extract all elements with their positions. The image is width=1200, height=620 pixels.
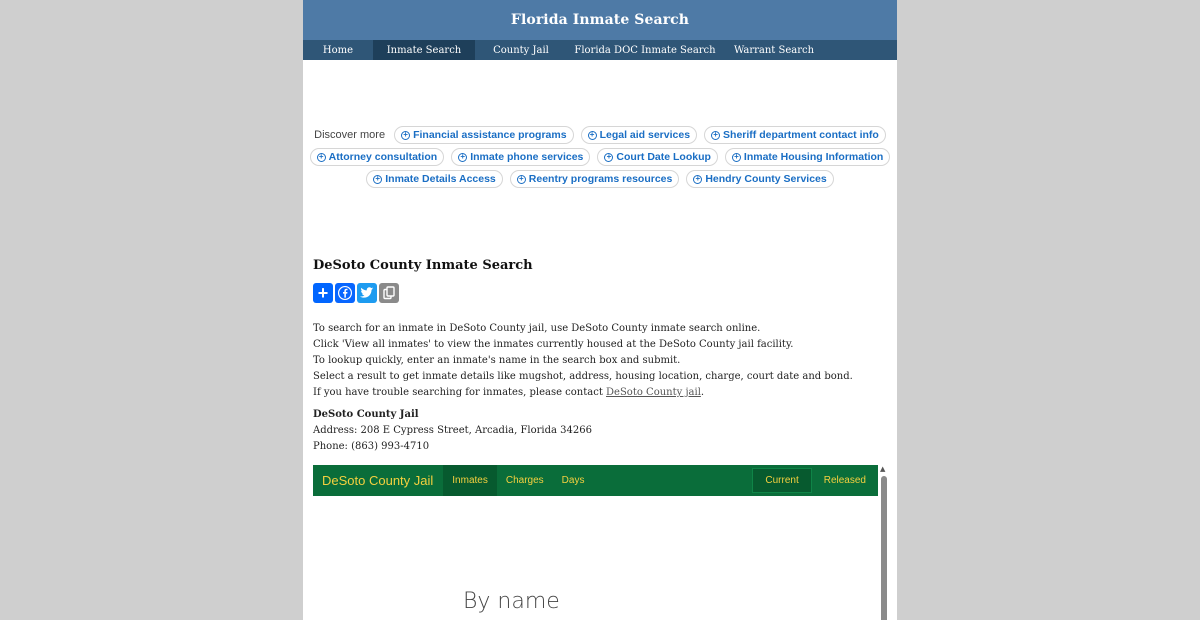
site-header <box>303 0 897 40</box>
jail-contact-link[interactable]: DeSoto County jail <box>606 387 701 398</box>
contact-line: If you have trouble searching for inmates, please contact DeSoto County jail. <box>313 387 705 398</box>
tab-days[interactable]: Days <box>561 475 585 486</box>
intro-line: Click 'View all inmates' to view the inmates currently housed at the DeSoto County jail facility. <box>313 339 794 350</box>
widget-brand[interactable]: DeSoto County Jail <box>322 473 434 488</box>
jail-info <box>313 407 887 455</box>
plus-circle-icon: + <box>401 131 410 140</box>
page <box>303 0 897 620</box>
plus-circle-icon: + <box>732 153 741 162</box>
plus-circle-icon: + <box>317 153 326 162</box>
intro-line: Select a result to get inmate details like mugshot, address, housing location, charge, court date and bond. <box>313 371 853 382</box>
main-content <box>313 258 887 455</box>
facebook-icon[interactable] <box>335 283 355 303</box>
plus-circle-icon: + <box>588 131 597 140</box>
chip-inmate-phone[interactable]: + Inmate phone services <box>451 148 590 166</box>
chip-legal-aid[interactable]: + Legal aid services <box>581 126 697 144</box>
share-add-icon[interactable]: + <box>313 283 333 303</box>
page-title: DeSoto County Inmate Search <box>313 258 533 273</box>
tab-charges[interactable]: Charges <box>505 475 544 486</box>
plus-circle-icon: + <box>517 175 526 184</box>
twitter-icon[interactable] <box>357 283 377 303</box>
site-title[interactable]: Florida Inmate Search <box>510 12 690 28</box>
jail-address: Address: 208 E Cypress Street, Arcadia, Florida 34266 <box>313 425 592 436</box>
copy-link-icon[interactable] <box>379 283 399 303</box>
chip-hendry-county[interactable]: + Hendry County Services <box>686 170 833 188</box>
nav-item-florida-doc-inmate-search[interactable]: Florida DOC Inmate Search <box>574 44 716 56</box>
chip-inmate-details[interactable]: + Inmate Details Access <box>366 170 503 188</box>
inmate-search-widget <box>313 465 878 620</box>
widget-scrollbar[interactable] <box>879 465 888 620</box>
chip-court-date[interactable]: + Court Date Lookup <box>597 148 718 166</box>
chip-inmate-housing[interactable]: + Inmate Housing Information <box>725 148 890 166</box>
discover-label: Discover more <box>314 129 386 141</box>
nav-item-inmate-search[interactable]: Inmate Search <box>373 40 475 60</box>
scroll-up-icon[interactable]: ▲ <box>880 465 886 473</box>
toggle-current[interactable]: Current <box>752 468 811 493</box>
plus-circle-icon: + <box>711 131 720 140</box>
chip-attorney-consultation[interactable]: + Attorney consultation <box>310 148 445 166</box>
chip-sheriff-contact[interactable]: + Sheriff department contact info <box>704 126 886 144</box>
nav-item-home[interactable]: Home <box>322 44 354 56</box>
share-buttons <box>313 283 887 303</box>
chip-financial-assistance[interactable]: + Financial assistance programs <box>394 126 573 144</box>
plus-circle-icon: + <box>458 153 467 162</box>
jail-phone: Phone: (863) 993-4710 <box>313 441 430 452</box>
by-name-heading: By name <box>463 589 560 614</box>
intro-text <box>313 321 887 401</box>
plus-circle-icon: + <box>373 175 382 184</box>
nav-item-county-jail[interactable]: County Jail <box>493 44 549 56</box>
plus-circle-icon: + <box>604 153 613 162</box>
intro-line: To lookup quickly, enter an inmate's name in the search box and submit. <box>313 355 681 366</box>
nav-item-warrant-search[interactable]: Warrant Search <box>733 44 815 56</box>
jail-name: DeSoto County Jail <box>313 409 419 420</box>
plus-circle-icon: + <box>693 175 702 184</box>
main-nav <box>303 40 897 60</box>
discover-more <box>303 126 897 192</box>
toggle-released[interactable]: Released <box>823 475 866 486</box>
scroll-thumb[interactable] <box>881 476 887 620</box>
intro-line: To search for an inmate in DeSoto County jail, use DeSoto County inmate search online. <box>313 323 761 334</box>
widget-toolbar <box>313 465 878 496</box>
chip-reentry-programs[interactable]: + Reentry programs resources <box>510 170 680 188</box>
tab-inmates[interactable]: Inmates <box>443 465 497 496</box>
